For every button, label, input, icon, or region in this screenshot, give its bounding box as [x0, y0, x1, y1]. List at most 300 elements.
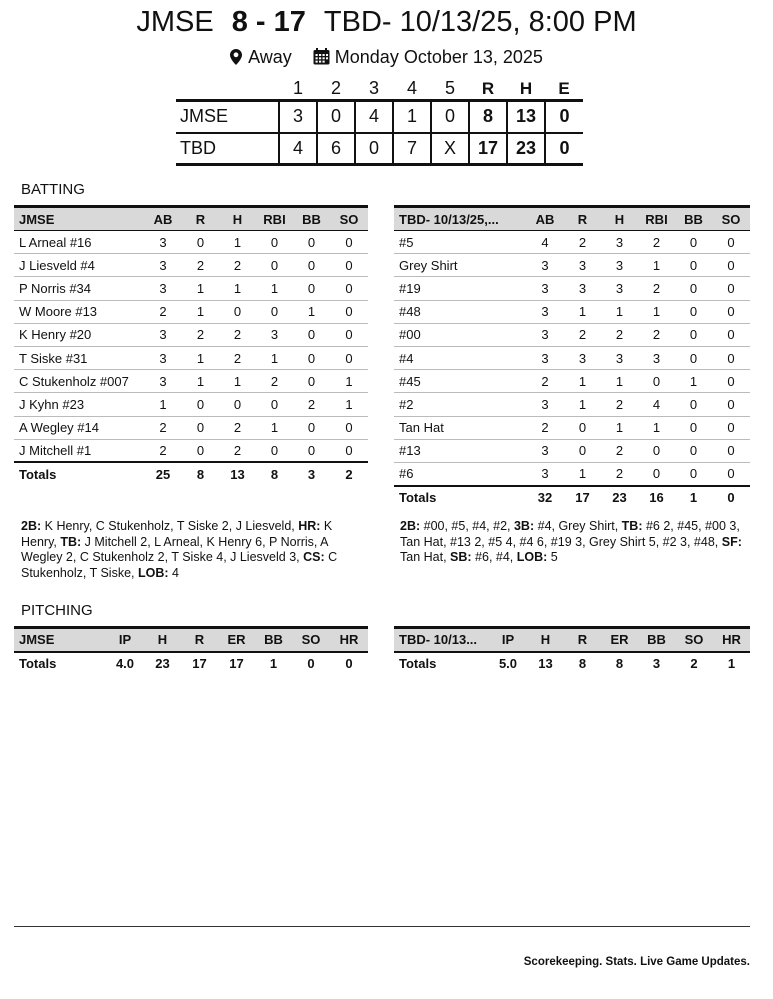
stat-cell: 1: [638, 300, 675, 323]
stat-cell: 0: [330, 346, 368, 369]
column-header: H: [219, 207, 256, 231]
player-name: #00: [394, 323, 526, 346]
totals-row: [394, 486, 750, 509]
totals-cell: 5.0: [489, 652, 527, 675]
table-row: [394, 416, 750, 439]
linescore-inning: 0: [317, 101, 355, 133]
linescore-header-row: [176, 78, 583, 101]
column-header: R: [182, 207, 219, 231]
stat-cell: 0: [564, 416, 601, 439]
stat-cell: 3: [526, 393, 564, 416]
totals-cell: 3: [638, 652, 675, 675]
stat-cell: 2: [564, 323, 601, 346]
linescore-inning: 4: [355, 101, 393, 133]
stat-cell: 3: [526, 346, 564, 369]
linescore-row-away: [176, 101, 583, 133]
stat-cell: 0: [712, 300, 750, 323]
stat-cell: 0: [564, 439, 601, 462]
stat-cell: 3: [144, 370, 182, 393]
game-title: [0, 6, 773, 39]
home-pitching-table: [394, 626, 750, 675]
totals-cell: 25: [144, 462, 182, 485]
note-label: 2B:: [21, 519, 42, 533]
stat-cell: 3: [526, 277, 564, 300]
note-label: LOB:: [137, 565, 169, 580]
stat-cell: 0: [675, 300, 712, 323]
stat-cell: 0: [293, 416, 330, 439]
game-date: Monday October 13, 2025: [334, 47, 543, 67]
linescore-header-inning-1: 1: [292, 78, 303, 98]
player-name: #2: [394, 393, 526, 416]
note-label: CS:: [303, 550, 325, 564]
column-header: SO: [712, 207, 750, 231]
table-row: [14, 370, 368, 393]
stat-cell: 0: [638, 462, 675, 485]
stat-cell: 1: [144, 393, 182, 416]
totals-cell: 1: [675, 486, 712, 509]
totals-cell: 0: [292, 652, 330, 675]
away-pitching-table: [14, 626, 368, 675]
stat-cell: 2: [144, 439, 182, 462]
column-header-team: TBD- 10/13...: [394, 628, 489, 652]
stat-cell: 0: [675, 277, 712, 300]
stat-cell: 2: [526, 370, 564, 393]
linescore-header-inning-5: 5: [444, 78, 455, 98]
player-name: P Norris #34: [14, 277, 144, 300]
away-batting-table: [14, 205, 368, 486]
column-header: BB: [675, 207, 712, 231]
player-name: J Kyhn #23: [14, 393, 144, 416]
totals-row: [14, 652, 368, 675]
stat-cell: 2: [293, 393, 330, 416]
note-text: C Stukenholz, T Siske,: [21, 550, 338, 580]
table-row: [14, 254, 368, 277]
stat-cell: 1: [182, 370, 219, 393]
pitching-section-title: PITCHING: [21, 602, 93, 619]
stat-cell: 0: [675, 323, 712, 346]
column-header: AB: [526, 207, 564, 231]
player-name: T Siske #31: [14, 346, 144, 369]
stat-cell: 1: [564, 300, 601, 323]
stat-cell: 0: [293, 277, 330, 300]
table-row: [14, 416, 368, 439]
note-text: #00, #5, #4, #2,: [420, 519, 514, 533]
stat-cell: 0: [675, 346, 712, 369]
table-row: [14, 300, 368, 323]
location-label: Away: [248, 47, 292, 67]
linescore-header-inning-3: 3: [368, 78, 379, 98]
stat-cell: 1: [256, 346, 293, 369]
stat-cell: 3: [526, 323, 564, 346]
linescore-errors: 0: [545, 133, 583, 165]
totals-cell: 2: [675, 652, 713, 675]
stat-cell: 0: [256, 439, 293, 462]
table-row: [394, 393, 750, 416]
stat-cell: 0: [293, 439, 330, 462]
totals-cell: 1: [713, 652, 750, 675]
stat-cell: 2: [219, 439, 256, 462]
table-row: [14, 346, 368, 369]
stat-cell: 2: [144, 300, 182, 323]
stat-cell: 0: [256, 300, 293, 323]
linescore-runs: 8: [469, 101, 507, 133]
linescore-errors: 0: [545, 101, 583, 133]
stat-cell: 0: [675, 439, 712, 462]
column-header: H: [144, 628, 181, 652]
away-batting-notes: [21, 519, 371, 581]
totals-cell: 17: [218, 652, 255, 675]
stat-cell: 1: [330, 370, 368, 393]
column-header: H: [527, 628, 564, 652]
table-row: [394, 462, 750, 485]
player-name: W Moore #13: [14, 300, 144, 323]
column-header: SO: [330, 207, 368, 231]
totals-cell: 16: [638, 486, 675, 509]
header-row: [394, 207, 750, 231]
column-header: RBI: [256, 207, 293, 231]
stat-cell: 2: [182, 323, 219, 346]
stat-cell: 3: [564, 254, 601, 277]
note-text: #6 2, #45, #00 3, Tan Hat, #13 2, #5 4, #4 6, #19 3, Grey Shirt 5, #2 3, #48,: [400, 519, 740, 549]
stat-cell: 3: [601, 254, 638, 277]
stat-cell: 0: [712, 462, 750, 485]
note-text: K Henry,: [21, 519, 333, 549]
header-row: [14, 207, 368, 231]
table-row: [394, 300, 750, 323]
player-name: #48: [394, 300, 526, 323]
stat-cell: 0: [712, 346, 750, 369]
table-row: [14, 231, 368, 254]
stat-cell: 1: [638, 254, 675, 277]
player-name: C Stukenholz #007: [14, 370, 144, 393]
column-header: HR: [330, 628, 368, 652]
stat-cell: 1: [601, 370, 638, 393]
column-header: ER: [601, 628, 638, 652]
stat-cell: 0: [330, 439, 368, 462]
stat-cell: 0: [182, 393, 219, 416]
stat-cell: 1: [638, 416, 675, 439]
stat-cell: 2: [219, 254, 256, 277]
stat-cell: 1: [330, 393, 368, 416]
stat-cell: 2: [144, 416, 182, 439]
location-pin-icon: [230, 49, 242, 70]
totals-cell: 2: [330, 462, 368, 485]
stat-cell: 2: [526, 416, 564, 439]
stat-cell: 1: [256, 277, 293, 300]
table-row: [394, 277, 750, 300]
totals-cell: 8: [564, 652, 601, 675]
home-batting-notes: [400, 519, 748, 566]
stat-cell: 0: [330, 231, 368, 254]
stat-cell: 2: [219, 416, 256, 439]
note-label: 2B:: [400, 519, 421, 533]
player-name: #5: [394, 231, 526, 254]
stat-cell: 3: [638, 346, 675, 369]
totals-cell: 23: [601, 486, 638, 509]
note-label: HR:: [298, 519, 321, 533]
stat-cell: 3: [601, 277, 638, 300]
stat-cell: 0: [182, 231, 219, 254]
player-name: #4: [394, 346, 526, 369]
column-header: AB: [144, 207, 182, 231]
column-header-team: JMSE: [14, 207, 144, 231]
linescore-header-team: [176, 78, 279, 101]
linescore-hits: 23: [507, 133, 545, 165]
stat-cell: 3: [144, 323, 182, 346]
totals-cell: 8: [601, 652, 638, 675]
stat-cell: 0: [712, 416, 750, 439]
table-row: [14, 393, 368, 416]
stat-cell: 0: [219, 300, 256, 323]
stat-cell: 2: [601, 323, 638, 346]
linescore-inning: X: [431, 133, 469, 165]
stat-cell: 0: [675, 254, 712, 277]
home-team-title: TBD- 10/13/25, 8:00 PM: [323, 6, 637, 38]
player-name: #13: [394, 439, 526, 462]
stat-cell: 0: [330, 277, 368, 300]
stat-cell: 3: [526, 462, 564, 485]
stat-cell: 0: [712, 277, 750, 300]
totals-label: Totals: [14, 652, 106, 675]
column-header: BB: [638, 628, 675, 652]
stat-cell: 0: [256, 393, 293, 416]
totals-cell: 1: [255, 652, 292, 675]
table-row: [394, 439, 750, 462]
note-label: 3B:: [513, 519, 535, 533]
calendar-icon: [313, 48, 330, 70]
stat-cell: 0: [712, 370, 750, 393]
stat-cell: 0: [293, 254, 330, 277]
linescore-header-inning-4: 4: [406, 78, 417, 98]
column-header: SO: [292, 628, 330, 652]
stat-cell: 1: [219, 231, 256, 254]
stat-cell: 3: [526, 254, 564, 277]
stat-cell: 3: [256, 323, 293, 346]
stat-cell: 1: [182, 277, 219, 300]
note-text: J Mitchell 2, L Arneal, K Henry 6, P Norris, A Wegley 2, C Stukenholz 2, T Siske 4, J Liesveld 3,: [21, 534, 328, 564]
stat-cell: 1: [675, 370, 712, 393]
stat-cell: 2: [601, 393, 638, 416]
column-header: R: [564, 207, 601, 231]
stat-cell: 1: [182, 346, 219, 369]
totals-cell: 8: [182, 462, 219, 485]
column-header: RBI: [638, 207, 675, 231]
stat-cell: 3: [144, 231, 182, 254]
column-header: H: [601, 207, 638, 231]
stat-cell: 1: [182, 300, 219, 323]
stat-cell: 0: [675, 231, 712, 254]
stat-cell: 3: [564, 346, 601, 369]
stat-cell: 0: [256, 231, 293, 254]
note-text: Tan Hat,: [400, 550, 451, 564]
totals-cell: 13: [527, 652, 564, 675]
player-name: Tan Hat: [394, 416, 526, 439]
player-name: J Liesveld #4: [14, 254, 144, 277]
stat-cell: 0: [182, 439, 219, 462]
stat-cell: 1: [564, 462, 601, 485]
stat-cell: 0: [293, 231, 330, 254]
stat-cell: 4: [638, 393, 675, 416]
totals-cell: 0: [712, 486, 750, 509]
stat-cell: 2: [219, 323, 256, 346]
linescore-header-hits: H: [519, 78, 533, 98]
away-team-name: JMSE: [136, 6, 214, 38]
stat-cell: 1: [601, 416, 638, 439]
note-text: 5: [547, 550, 558, 564]
table-row: [14, 323, 368, 346]
table-row: [14, 439, 368, 462]
stat-cell: 0: [330, 416, 368, 439]
stat-cell: 3: [144, 254, 182, 277]
stat-cell: 3: [526, 300, 564, 323]
header-row: [14, 628, 368, 652]
linescore-team: JMSE: [176, 101, 279, 133]
linescore-hits: 13: [507, 101, 545, 133]
table-row: [394, 370, 750, 393]
totals-cell: 17: [564, 486, 601, 509]
column-header: R: [564, 628, 601, 652]
totals-label: Totals: [394, 486, 526, 509]
column-header: HR: [713, 628, 750, 652]
note-text: 4: [168, 565, 179, 580]
stat-cell: 1: [601, 300, 638, 323]
stat-cell: 0: [330, 254, 368, 277]
column-header: ER: [218, 628, 255, 652]
totals-cell: 32: [526, 486, 564, 509]
table-row: [14, 277, 368, 300]
note-label: TB:: [621, 519, 643, 533]
stat-cell: 0: [293, 323, 330, 346]
stat-cell: 0: [712, 254, 750, 277]
stat-cell: 0: [638, 439, 675, 462]
stat-cell: 1: [293, 300, 330, 323]
stat-cell: 3: [601, 231, 638, 254]
table-row: [394, 346, 750, 369]
stat-cell: 0: [712, 393, 750, 416]
linescore-table: [176, 78, 583, 166]
column-header: IP: [489, 628, 527, 652]
stat-cell: 3: [144, 346, 182, 369]
stat-cell: 2: [601, 439, 638, 462]
note-label: SB:: [450, 550, 472, 564]
linescore-row-home: [176, 133, 583, 165]
player-name: #45: [394, 370, 526, 393]
linescore-runs: 17: [469, 133, 507, 165]
stat-cell: 2: [182, 254, 219, 277]
note-text: #6, #4,: [471, 550, 517, 564]
stat-cell: 0: [712, 231, 750, 254]
stat-cell: 2: [564, 231, 601, 254]
player-name: #6: [394, 462, 526, 485]
linescore-inning: 0: [355, 133, 393, 165]
column-header: IP: [106, 628, 144, 652]
stat-cell: 0: [182, 416, 219, 439]
note-label: SF:: [721, 534, 742, 549]
stat-cell: 0: [293, 346, 330, 369]
column-header: BB: [293, 207, 330, 231]
note-text: K Henry, C Stukenholz, T Siske 2, J Liesveld,: [41, 519, 299, 533]
stat-cell: 1: [564, 370, 601, 393]
linescore-inning: 3: [279, 101, 317, 133]
player-name: #19: [394, 277, 526, 300]
game-info: [0, 47, 773, 70]
footer-tagline: Scorekeeping. Stats. Live Game Updates.: [523, 956, 750, 968]
totals-cell: 8: [256, 462, 293, 485]
stat-cell: 0: [330, 323, 368, 346]
player-name: K Henry #20: [14, 323, 144, 346]
stat-cell: 0: [330, 300, 368, 323]
totals-row: [14, 462, 368, 485]
stat-cell: 3: [144, 277, 182, 300]
linescore-header-errors: E: [558, 78, 570, 98]
linescore-team: TBD: [176, 133, 279, 165]
batting-section-title: BATTING: [21, 181, 85, 198]
player-name: A Wegley #14: [14, 416, 144, 439]
note-text: #4, Grey Shirt,: [534, 519, 622, 533]
table-row: [394, 254, 750, 277]
linescore-inning: 7: [393, 133, 431, 165]
stat-cell: 2: [256, 370, 293, 393]
totals-cell: 17: [181, 652, 218, 675]
column-header: BB: [255, 628, 292, 652]
totals-cell: 3: [293, 462, 330, 485]
totals-cell: 0: [330, 652, 368, 675]
linescore-inning: 1: [393, 101, 431, 133]
final-score: 8 - 17: [231, 6, 306, 38]
stat-cell: 0: [712, 323, 750, 346]
column-header-team: TBD- 10/13/25,...: [394, 207, 526, 231]
note-label: LOB:: [516, 550, 548, 564]
table-row: [394, 323, 750, 346]
linescore-header-inning-2: 2: [330, 78, 341, 98]
totals-cell: 13: [219, 462, 256, 485]
stat-cell: 0: [293, 370, 330, 393]
stat-cell: 3: [526, 439, 564, 462]
linescore-inning: 0: [431, 101, 469, 133]
column-header: SO: [675, 628, 713, 652]
player-name: Grey Shirt: [394, 254, 526, 277]
column-header-team: JMSE: [14, 628, 106, 652]
totals-cell: 23: [144, 652, 181, 675]
player-name: J Mitchell #1: [14, 439, 144, 462]
stat-cell: 2: [638, 277, 675, 300]
home-batting-table: [394, 205, 750, 509]
table-row: [394, 231, 750, 254]
stat-cell: 0: [675, 393, 712, 416]
stat-cell: 0: [256, 254, 293, 277]
player-name: L Arneal #16: [14, 231, 144, 254]
linescore-header-runs: R: [481, 78, 495, 98]
totals-row: [394, 652, 750, 675]
stat-cell: 1: [219, 370, 256, 393]
stat-cell: 1: [256, 416, 293, 439]
column-header: R: [181, 628, 218, 652]
note-label: TB:: [60, 534, 82, 549]
stat-cell: 2: [638, 231, 675, 254]
stat-cell: 2: [219, 346, 256, 369]
stat-cell: 0: [712, 439, 750, 462]
stat-cell: 0: [675, 416, 712, 439]
linescore-inning: 6: [317, 133, 355, 165]
stat-cell: 2: [601, 462, 638, 485]
stat-cell: 3: [601, 346, 638, 369]
stat-cell: 0: [638, 370, 675, 393]
stat-cell: 0: [675, 462, 712, 485]
stat-cell: 4: [526, 231, 564, 254]
linescore-inning: 4: [279, 133, 317, 165]
stat-cell: 1: [219, 277, 256, 300]
stat-cell: 2: [638, 323, 675, 346]
